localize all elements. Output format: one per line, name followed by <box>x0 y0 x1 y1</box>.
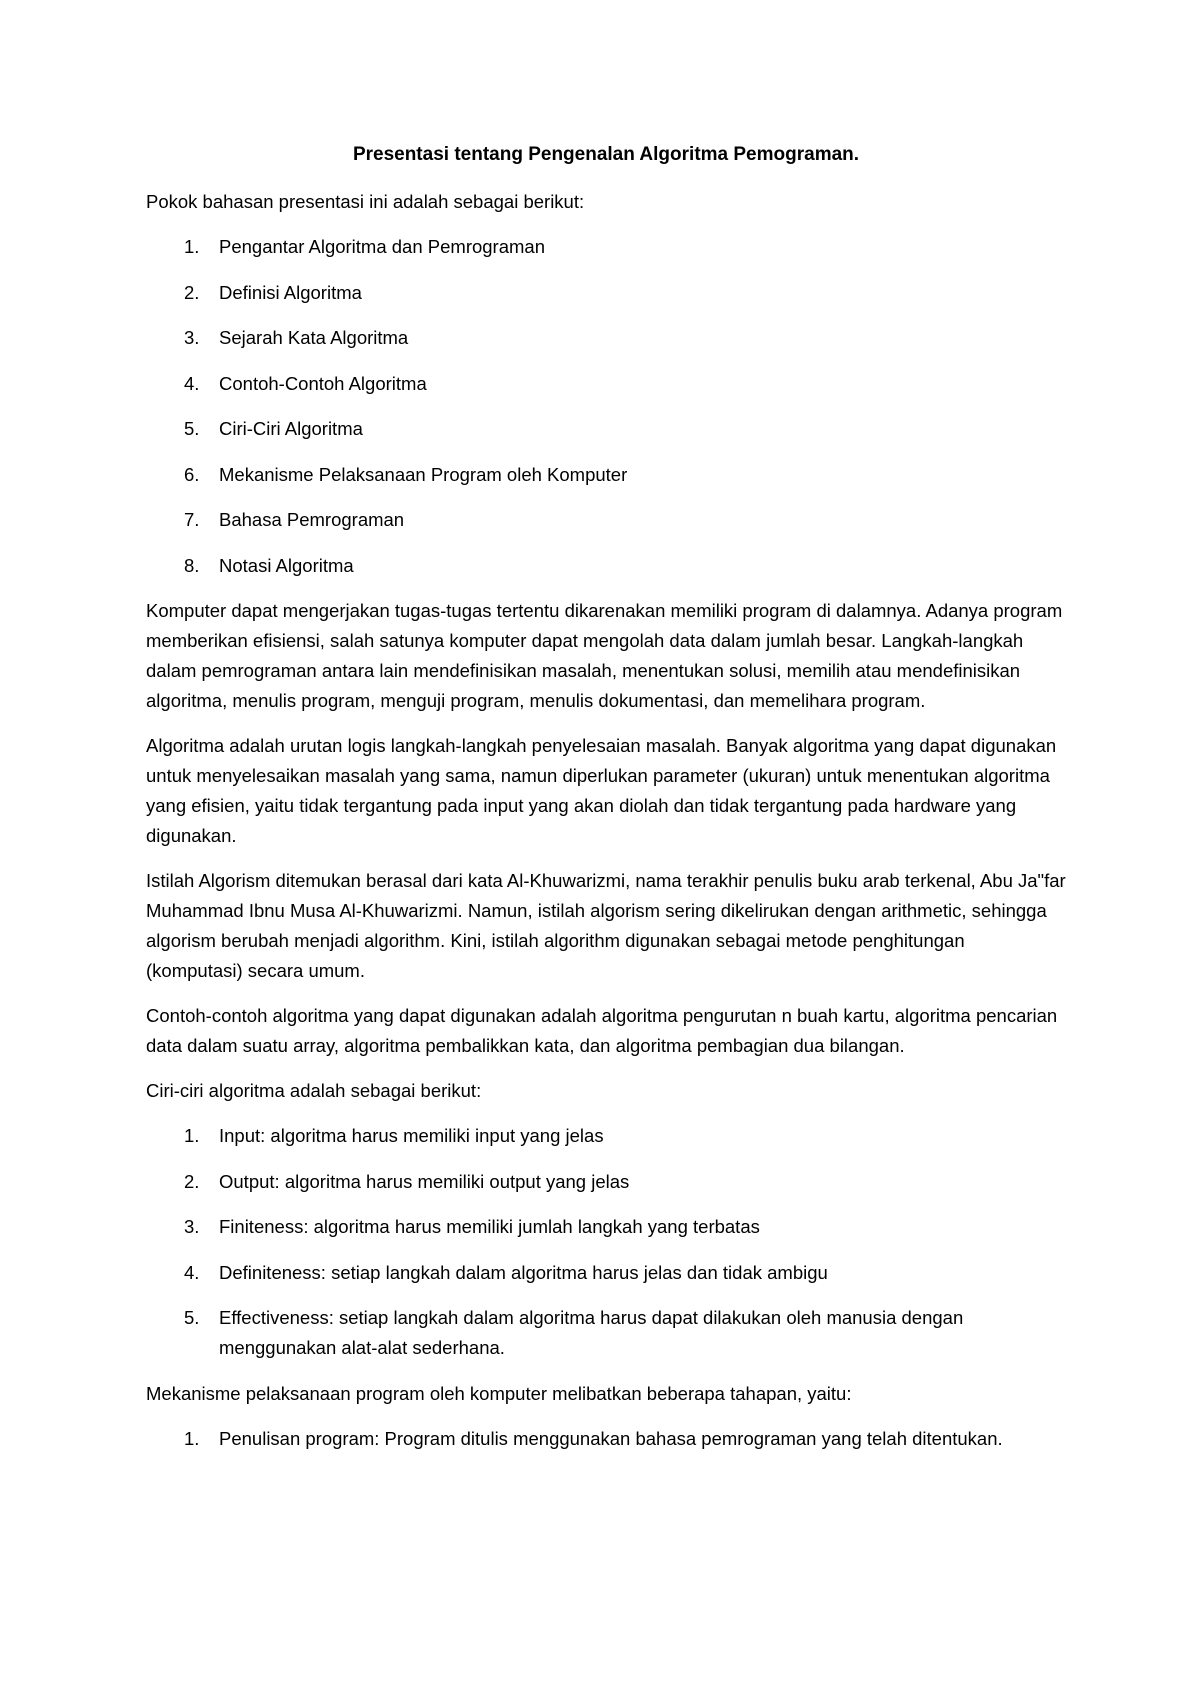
list-item-text: Contoh-Contoh Algoritma <box>219 372 427 394</box>
document-content <box>146 143 1066 1469</box>
list-number: 1. <box>184 236 200 257</box>
list-number: 3. <box>184 1216 200 1237</box>
list-item <box>146 1212 1066 1242</box>
list-item <box>146 1258 1066 1288</box>
list-item <box>146 369 1066 399</box>
list-number: 2. <box>184 1170 200 1192</box>
mechanism-list <box>146 1424 1066 1454</box>
list-number: 8. <box>184 554 200 576</box>
list-item-text: Mekanisme Pelaksanaan Program oleh Komputer <box>219 463 628 485</box>
list-item-text: Ciri-Ciri Algoritma <box>219 418 363 439</box>
list-item-text: Definisi Algoritma <box>219 281 362 303</box>
list-number: 7. <box>184 509 200 530</box>
list-number: 5. <box>184 1307 200 1328</box>
list-item <box>146 460 1066 490</box>
list-number: 6. <box>184 463 200 485</box>
list-item-text: Effectiveness: setiap langkah dalam algoritma harus dapat dilakukan oleh manusia dengan menggunakan alat-alat sederhana. <box>219 1307 964 1358</box>
list-number: 3. <box>184 327 200 348</box>
topics-list <box>146 232 1066 581</box>
list-number: 1. <box>184 1125 200 1146</box>
list-number: 4. <box>184 1261 200 1283</box>
list-item-text: Definiteness: setiap langkah dalam algoritma harus jelas dan tidak ambigu <box>219 1261 828 1283</box>
list-item <box>146 1303 1066 1363</box>
list-item <box>146 414 1066 444</box>
characteristics-list <box>146 1121 1066 1363</box>
mechanism-intro: Mekanisme pelaksanaan program oleh komputer melibatkan beberapa tahapan, yaitu: <box>146 1382 852 1404</box>
list-item-text: Output: algoritma harus memiliki output yang jelas <box>219 1170 630 1192</box>
topics-intro: Pokok bahasan presentasi ini adalah sebagai berikut: <box>146 191 585 212</box>
list-item-text: Input: algoritma harus memiliki input yang jelas <box>219 1125 604 1146</box>
paragraph-algorithm-examples: Contoh-contoh algoritma yang dapat digunakan adalah algoritma pengurutan n buah kartu, algoritma pencarian data dalam suatu array, algoritma pembalikkan kata, dan algoritma pembagian dua bilangan. <box>146 1005 1058 1056</box>
list-item <box>146 551 1066 581</box>
list-item <box>146 278 1066 308</box>
list-item-text: Penulisan program: Program ditulis menggunakan bahasa pemrograman yang telah ditentukan. <box>219 1427 1003 1449</box>
list-item-text: Pengantar Algoritma dan Pemrograman <box>219 236 545 257</box>
list-item <box>146 1121 1066 1151</box>
list-item-text: Notasi Algoritma <box>219 554 354 576</box>
list-number: 4. <box>184 372 200 394</box>
list-item-text: Sejarah Kata Algoritma <box>219 327 409 348</box>
characteristics-intro: Ciri-ciri algoritma adalah sebagai berikut: <box>146 1080 482 1101</box>
document-title: Presentasi tentang Pengenalan Algoritma Pemograman. <box>352 144 860 165</box>
list-item-text: Bahasa Pemrograman <box>219 509 405 530</box>
list-number: 1. <box>184 1427 200 1449</box>
list-item <box>146 1424 1066 1454</box>
paragraph-algorithm-definition: Algoritma adalah urutan logis langkah-langkah penyelesaian masalah. Banyak algoritma yang dapat digunakan untuk menyelesaikan masalah yang sama, namun diperlukan parameter (ukuran) untuk menentukan algoritma yang efisien, yaitu tidak tergantung pada input yang akan diolah dan tidak tergantung pada hardware yang digunakan. <box>146 735 1057 846</box>
list-number: 2. <box>184 281 200 303</box>
list-item <box>146 323 1066 353</box>
list-number: 5. <box>184 418 200 439</box>
paragraph-algorithm-history: Istilah Algorism ditemukan berasal dari kata Al-Khuwarizmi, nama terakhir penulis buku arab terkenal, Abu Ja"far Muhammad Ibnu Musa Al-Khuwarizmi. Namun, istilah algorism sering dikelirukan dengan arithmetic, sehingga algorism berubah menjadi algorithm. Kini, istilah algorithm digunakan sebagai metode penghitungan (komputasi) secara umum. <box>146 870 1066 981</box>
list-item <box>146 505 1066 535</box>
paragraph-program: Komputer dapat mengerjakan tugas-tugas tertentu dikarenakan memiliki program di dalamnya. Adanya program memberikan efisiensi, salah satunya komputer dapat mengolah data dalam jumlah besar. Langkah-langkah dalam pemrograman antara lain mendefinisikan masalah, menentukan solusi, memilih atau mendefinisikan algoritma, menulis program, menguji program, menulis dokumentasi, dan memelihara program. <box>146 600 1063 711</box>
list-item <box>146 1167 1066 1197</box>
list-item-text: Finiteness: algoritma harus memiliki jumlah langkah yang terbatas <box>219 1216 760 1237</box>
list-item <box>146 232 1066 262</box>
